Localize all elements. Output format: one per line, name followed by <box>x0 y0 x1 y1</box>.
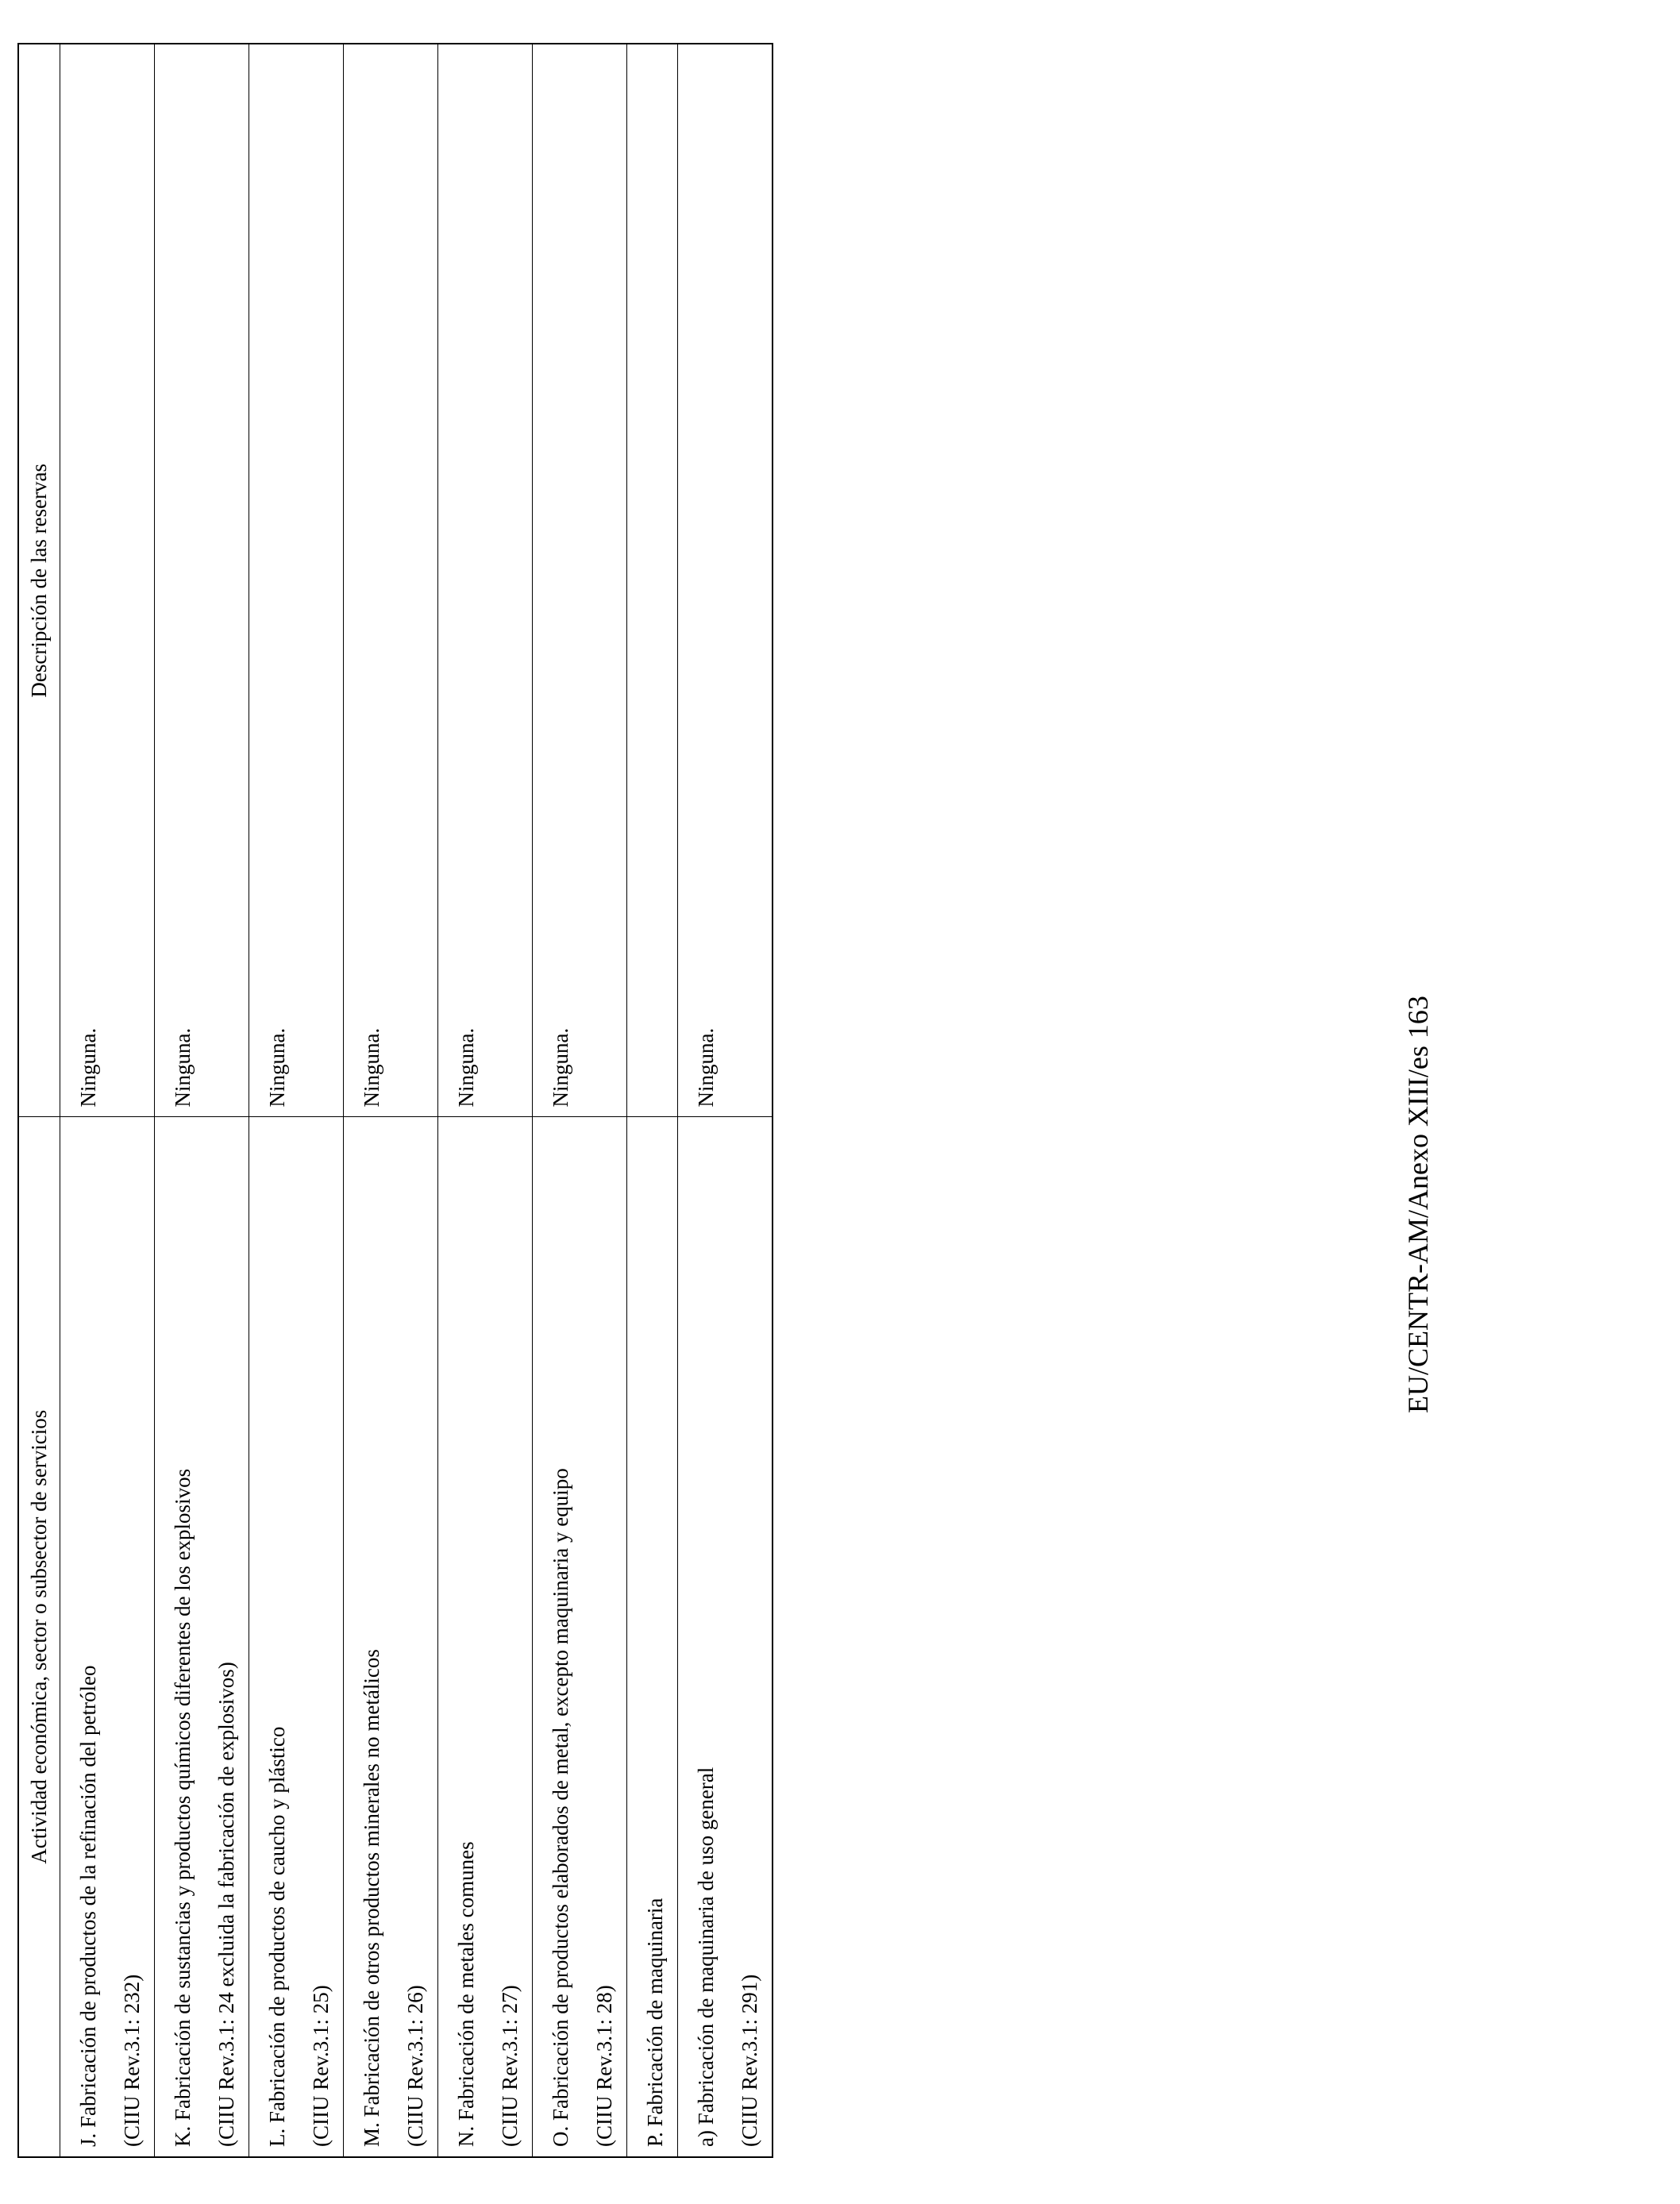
activity-cell <box>60 1117 154 2157</box>
activity-cell <box>249 1117 343 2157</box>
activity-title: L. Fabricación de productos de caucho y plástico <box>264 1726 289 2147</box>
reservations-table-rotated <box>17 44 761 2158</box>
description-cell: Ninguna. <box>343 44 437 1117</box>
activity-title: M. Fabricación de otros productos minerales no metálicos <box>359 1649 383 2147</box>
activity-cell <box>626 1117 677 2157</box>
activity-title: K. Fabricación de sustancias y productos químicos diferentes de los explosivos <box>170 1468 195 2147</box>
table-row <box>154 44 249 2157</box>
activity-title: O. Fabricación de productos elaborados de metal, excepto maquinaria y equipo <box>548 1468 572 2147</box>
activity-cell <box>677 1117 773 2157</box>
description-cell: Ninguna. <box>249 44 343 1117</box>
reservations-table <box>17 43 773 2158</box>
activity-cell <box>343 1117 437 2157</box>
description-cell: Ninguna. <box>437 44 532 1117</box>
table-header-row <box>18 44 60 2157</box>
document-reference: EU/CENTR-AM/Anexo XIII/es 163 <box>1402 996 1434 1413</box>
activity-code: (CIIU Rev.3.1: 25) <box>308 1985 333 2147</box>
activity-cell <box>532 1117 626 2157</box>
table-row <box>437 44 532 2157</box>
activity-code: (CIIU Rev.3.1: 291) <box>737 1974 761 2147</box>
activity-code: (CIIU Rev.3.1: 232) <box>119 1974 144 2147</box>
table-row <box>626 44 677 2157</box>
activity-cell <box>154 1117 249 2157</box>
description-cell: Ninguna. <box>677 44 773 1117</box>
table-row <box>60 44 154 2157</box>
description-cell: Ninguna. <box>532 44 626 1117</box>
activity-cell <box>437 1117 532 2157</box>
activity-code: (CIIU Rev.3.1: 27) <box>497 1985 522 2147</box>
activity-title: J. Fabricación de productos de la refinación del petróleo <box>75 1665 100 2147</box>
activity-title: a) Fabricación de maquinaria de uso general <box>693 1767 718 2147</box>
activity-title: P. Fabricación de maquinaria <box>642 1898 667 2147</box>
activity-code: (CIIU Rev.3.1: 24 excluida la fabricación de explosivos) <box>214 1662 238 2147</box>
activity-code: (CIIU Rev.3.1: 28) <box>591 1985 616 2147</box>
header-activity: Actividad económica, sector o subsector de servicios <box>18 1117 60 2157</box>
description-cell: Ninguna. <box>154 44 249 1117</box>
description-cell: Ninguna. <box>60 44 154 1117</box>
table-row <box>677 44 773 2157</box>
header-description: Descripción de las reservas <box>18 44 60 1117</box>
activity-code: (CIIU Rev.3.1: 26) <box>403 1985 427 2147</box>
activity-title: N. Fabricación de metales comunes <box>453 1841 478 2147</box>
description-cell <box>626 44 677 1117</box>
table-row <box>249 44 343 2157</box>
table-row <box>532 44 626 2157</box>
table-row <box>343 44 437 2157</box>
